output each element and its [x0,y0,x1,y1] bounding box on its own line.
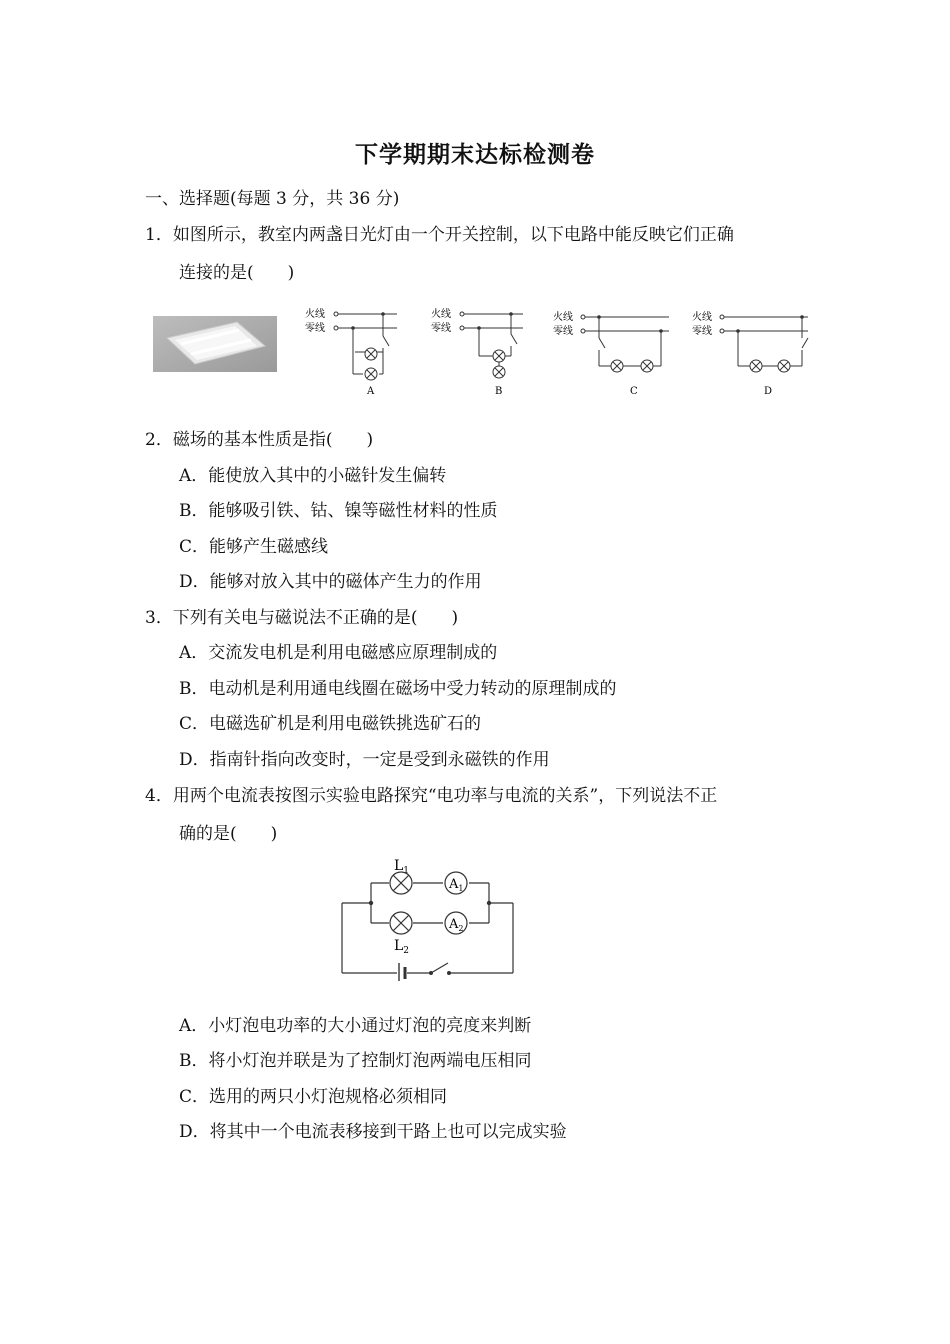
ammeter1-subscript: 1 [458,884,464,893]
q4-option-c: C．选用的两只小灯泡规格必须相同 [179,1087,448,1107]
q2-option-c: C．能够产生磁感线 [179,537,329,557]
option-a-label: A [367,386,375,397]
option-c-label: C [630,386,638,397]
q2-option-a: A．能使放入其中的小磁针发生偏转 [179,466,447,486]
svg-text:L2 [394,938,409,956]
neutral-wire-label: 零线 [305,323,325,334]
page-title: 下学期期末达标检测卷 [355,142,595,168]
q4-option-d: D．将其中一个电流表移接到干路上也可以完成实验 [179,1122,567,1142]
fluorescent-lamp-photo [153,316,277,372]
neutral-wire-label: 零线 [431,323,451,334]
live-wire-label: 火线 [305,309,325,320]
live-wire-label: 火线 [692,312,712,323]
svg-text:L1 [394,858,409,876]
q3-option-d: D．指南针指向改变时，一定是受到永磁铁的作用 [179,750,550,770]
lamp2-label: L [394,938,404,954]
ammeter1-label: A [449,877,459,892]
q2-option-b: B．能够吸引铁、钴、镍等磁性材料的性质 [179,501,498,521]
q2-option-d: D．能够对放入其中的磁体产生力的作用 [179,572,482,592]
q4-option-b: B．将小灯泡并联是为了控制灯泡两端电压相同 [179,1051,532,1071]
ammeter2-subscript: 2 [458,924,464,933]
neutral-wire-label: 零线 [553,326,573,337]
option-d-label: D [764,386,773,397]
q3-stem: 3．下列有关电与磁说法不正确的是( ) [145,608,459,628]
q3-option-b: B．电动机是利用通电线圈在磁场中受力转动的原理制成的 [179,679,617,699]
live-wire-label: 火线 [431,309,451,320]
q4-stem-line2: 确的是( ) [179,824,278,844]
q2-stem: 2．磁场的基本性质是指( ) [145,430,374,450]
q3-option-c: C．电磁选矿机是利用电磁铁挑选矿石的 [179,714,482,734]
q1-circuit-b [431,304,531,398]
lamp1-label: L [394,858,404,874]
q4-circuit-diagram [335,855,525,981]
q3-option-a: A．交流发电机是利用电磁感应原理制成的 [179,643,498,663]
q1-stem-line1: 1．如图所示，教室内两盏日光灯由一个开关控制，以下电路中能反映它们正确 [145,225,734,245]
neutral-wire-label: 零线 [692,326,712,337]
live-wire-label: 火线 [553,312,573,323]
q1-stem-line2: 连接的是( ) [179,263,295,283]
q1-circuit-d [692,304,814,398]
ammeter2-label: A [449,917,459,932]
lamp1-subscript: 1 [403,866,410,876]
option-b-label: B [495,386,503,397]
q1-circuit-a [305,304,405,398]
lamp2-subscript: 2 [403,946,410,956]
q4-option-a: A．小灯泡电功率的大小通过灯泡的亮度来判断 [179,1016,532,1036]
q1-circuit-c [553,304,675,398]
section-heading: 一、选择题(每题 3 分，共 36 分) [145,189,400,209]
q4-stem-line1: 4．用两个电流表按图示实验电路探究“电功率与电流的关系”，下列说法不正 [145,786,718,806]
